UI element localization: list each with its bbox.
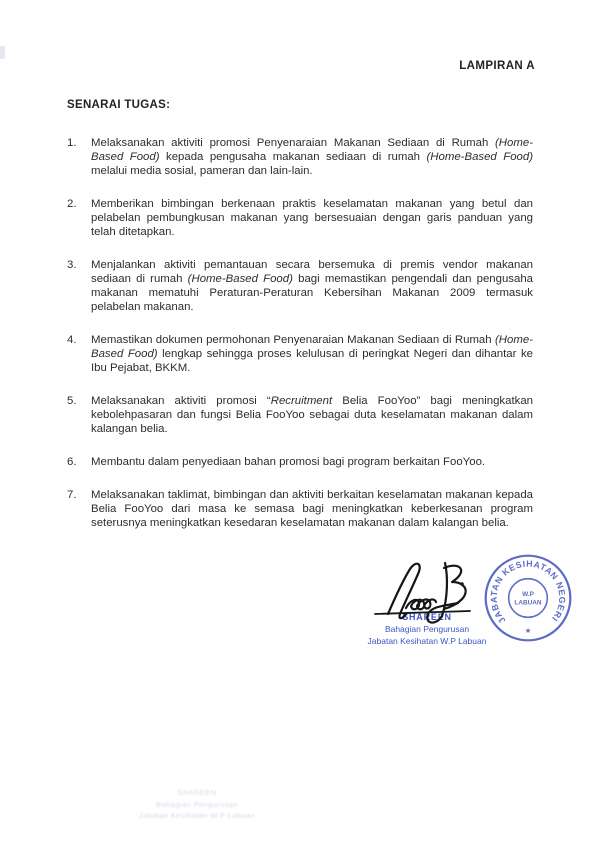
seal-ring-text: JABATAN KESIHATAN NEGERI <box>488 558 568 626</box>
page-title: SENARAI TUGAS: <box>67 99 171 111</box>
seal-center-line1: W.P <box>522 591 534 599</box>
signatory-department: Bahagian Pengurusan <box>384 624 470 634</box>
annex-label: LAMPIRAN A <box>459 60 535 72</box>
signatory-name: SHAREEN <box>402 612 452 622</box>
task-number: 4. <box>67 334 77 346</box>
bleedthrough-stamp <box>112 787 282 822</box>
task-item <box>67 258 533 314</box>
task-number: 6. <box>67 456 77 468</box>
task-number: 7. <box>67 489 77 501</box>
scan-artifact <box>0 46 5 59</box>
task-number: 2. <box>67 198 77 210</box>
task-list <box>67 136 533 549</box>
task-item <box>67 136 533 178</box>
task-text: Membantu dalam penyediaan bahan promosi bagi program berkaitan FooYoo. <box>91 456 486 468</box>
task-item <box>67 333 533 375</box>
task-item <box>67 197 533 239</box>
bleedthrough-line: Jabatan Kesihatan W.P Labuan <box>138 811 256 820</box>
task-text: Menjalankan aktiviti pemantauan secara bersemuka di premis vendor makanan sediaan di rumah (Home-Based Food) bagi memastikan pengendali dan pengusaha makanan mematuhi Peraturan-Peraturan Kebersihan Makanan 2009 termasuk pelabelan makanan. <box>91 259 533 313</box>
task-item <box>67 455 533 469</box>
task-number: 1. <box>67 137 77 149</box>
signatory-organisation: Jabatan Kesihatan W.P Labuan <box>367 636 487 646</box>
task-item <box>67 394 533 436</box>
task-text: Melaksanakan aktiviti promosi Penyenaraian Makanan Sediaan di Rumah (Home-Based Food) kepada pengusaha makanan sediaan di rumah (Home-Based Food) melalui media sosial, pameran dan lain-lain. <box>91 137 533 177</box>
handwritten-signature <box>348 556 508 631</box>
task-number: 5. <box>67 395 77 407</box>
bleedthrough-line: SHAREEN <box>177 788 217 797</box>
task-text: Memberikan bimbingan berkenaan praktis keselamatan makanan yang betul dan pelabelan pembungkusan makanan yang bersesuaian dengan garis panduan yang telah ditetapkan. <box>91 198 533 238</box>
task-number: 3. <box>67 259 77 271</box>
seal-star-icon: ★ <box>524 625 532 635</box>
task-text: Memastikan dokumen permohonan Penyenaraian Makanan Sediaan di Rumah (Home-Based Food) lengkap sehingga proses kelulusan di peringkat Negeri dan dihantar ke Ibu Pejabat, BKKM. <box>91 334 534 374</box>
task-text: Melaksanakan taklimat, bimbingan dan aktiviti berkaitan keselamatan makanan kepada Belia FooYoo dari masa ke semasa bagi meningkatkan keberkesanan program seterusnya meningkatkan kesedaran keselamatan makanan dalam kalangan belia. <box>91 489 533 529</box>
task-text: Melaksanakan aktiviti promosi “Recruitment Belia FooYoo” bagi meningkatkan kebolehpasaran dan fungsi Belia FooYoo sebagai duta keselamatan makanan dalam kalangan belia. <box>91 395 533 435</box>
task-item <box>67 488 533 530</box>
bleedthrough-line: Bahagian Pengurusan <box>156 799 238 809</box>
seal-center-line2: LABUAN <box>514 599 542 607</box>
